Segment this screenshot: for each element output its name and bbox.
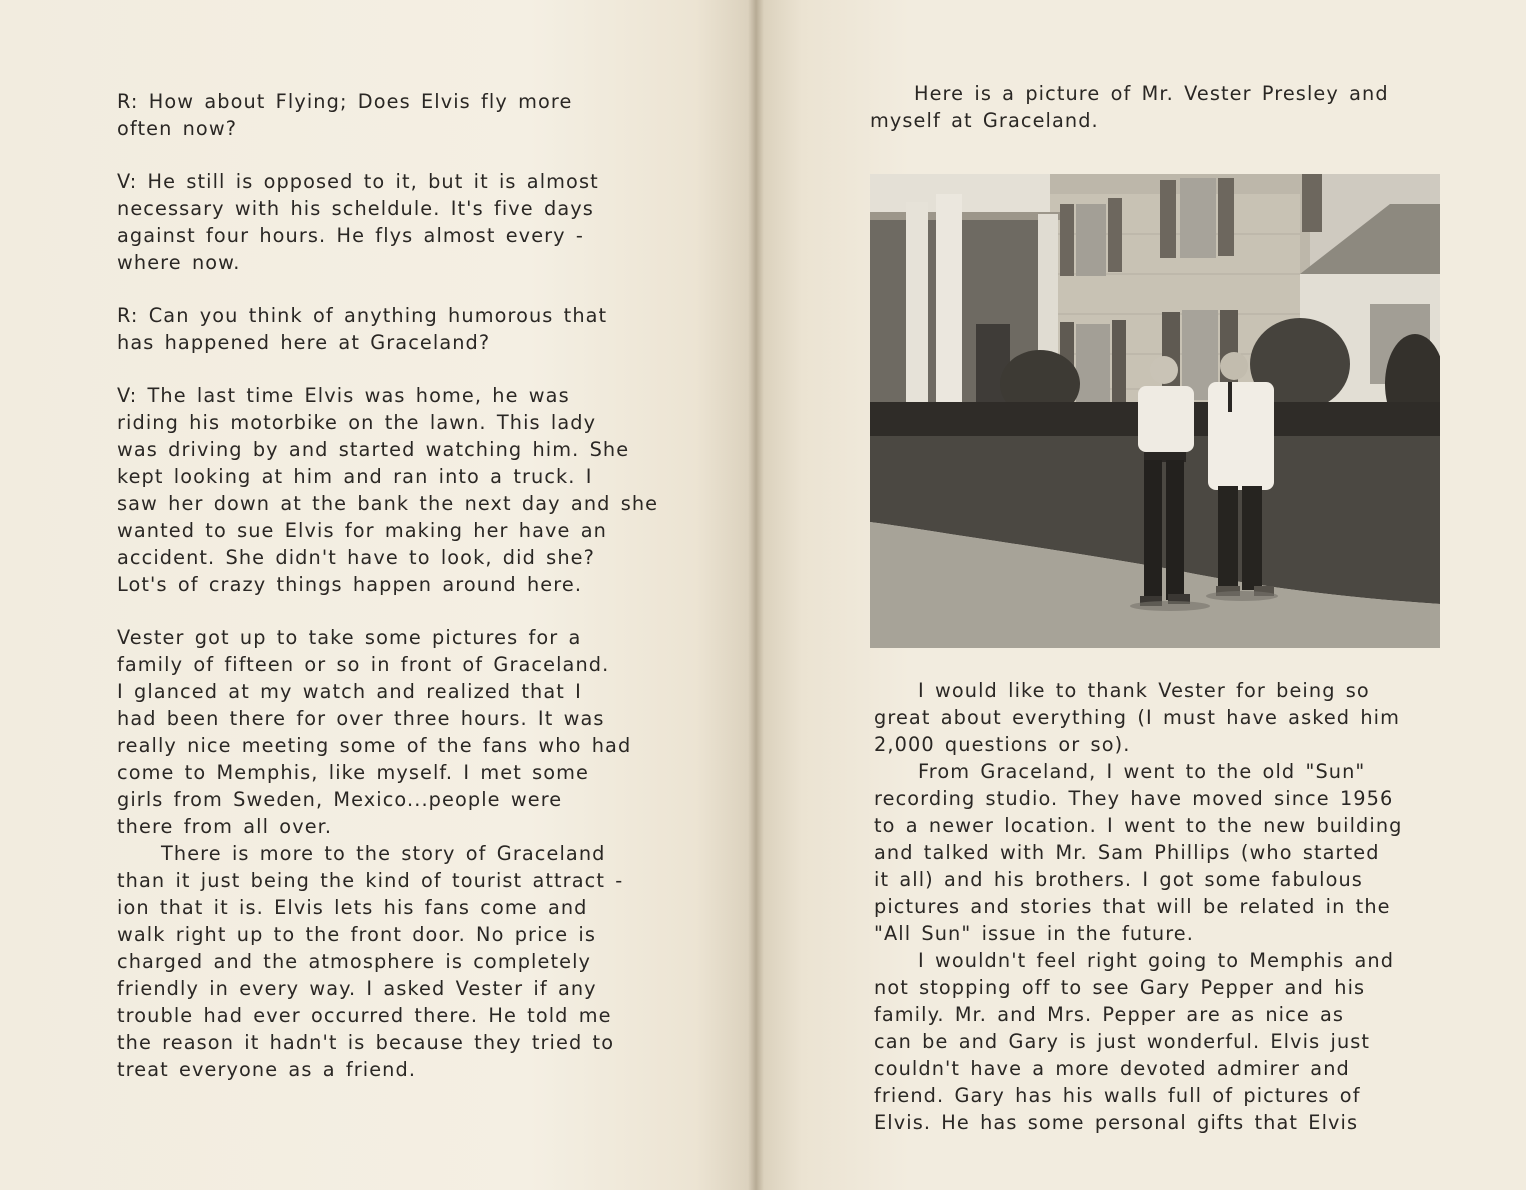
- left-page-text: [117, 88, 677, 1109]
- interview-question-humorous: R: Can you think of anything humorous that has happened here at Graceland?: [117, 304, 608, 354]
- graceland-photo: [870, 174, 1440, 648]
- thanks-paragraph: I would like to thank Vester for being so great about everything (I must have asked him 2,000 questions or so).: [874, 679, 1401, 756]
- photo-intro-text: Here is a picture of Mr. Vester Presley and myself at Graceland.: [870, 82, 1389, 132]
- right-page-intro: [870, 80, 1470, 134]
- interview-question-flying: R: How about Flying; Does Elvis fly more often now?: [117, 90, 573, 140]
- right-page-text: [874, 677, 1474, 1136]
- sun-studio-paragraph: From Graceland, I went to the old "Sun" recording studio. They have moved since 1956 to a newer location. I went to the new building and talked with Mr. Sam Phillips (who started it all) and his brothers. I got some fabulous pictures and stories that will be related in the "All Sun" issue in the future.: [874, 760, 1403, 945]
- interview-answer-flying: V: He still is opposed to it, but it is almost necessary with his scheldule. It's five days against four hours. He flys almost every - where now.: [117, 170, 599, 274]
- narrative-paragraph-pictures: Vester got up to take some pictures for a family of fifteen or so in front of Graceland. I glanced at my watch and realized that I had been there for over three hours. It was really nice meeting some of the fans who had come to Memphis, like myself. I met some girls from Sweden, Mexico...people were there from all over.: [117, 626, 632, 838]
- gary-pepper-paragraph: I wouldn't feel right going to Memphis and not stopping off to see Gary Pepper and his family. Mr. and Mrs. Pepper are as nice as can be and Gary is just wonderful. Elvis just couldn't have a more devoted admirer and friend. Gary has his walls full of pictures of Elvis. He has some personal gifts that Elvis: [874, 949, 1395, 1134]
- book-gutter: [748, 0, 764, 1190]
- interview-answer-humorous: V: The last time Elvis was home, he was riding his motorbike on the lawn. This lady was driving by and started watching him. She kept looking at him and ran into a truck. I saw her down at the bank the next day and she wanted to sue Elvis for making her have an accident. She didn't have to look, did she? Lot's of crazy things happen around here.: [117, 384, 659, 596]
- narrative-paragraph-graceland: There is more to the story of Graceland than it just being the kind of tourist attract - ion that it is. Elvis lets his fans come and walk right up to the front door. No price is charged and the atmosphere is completely friendly in every way. I asked Vester if any trouble had ever occurred there. He told me the reason it hadn't is because they tried to treat everyone as a friend.: [117, 842, 624, 1081]
